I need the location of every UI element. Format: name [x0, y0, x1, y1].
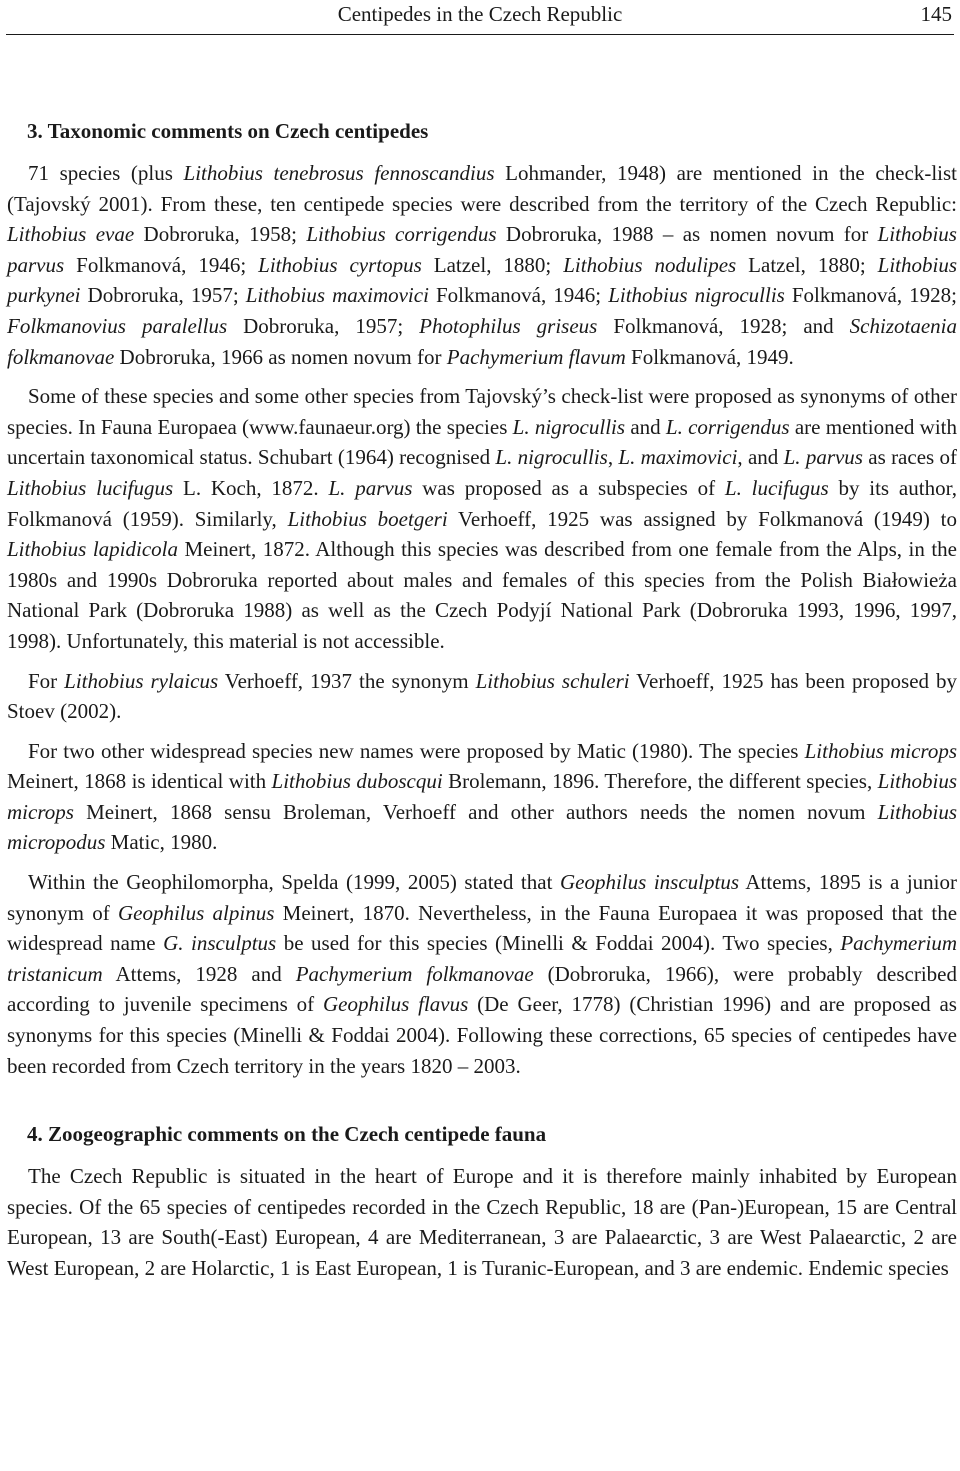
text-run: For two other widespread species new names were proposed by Matic (1980). The species	[28, 738, 805, 763]
taxon-name: Lithobius schuleri	[475, 668, 630, 693]
text-run: Within the Geophilomorpha, Spelda (1999, 2005) stated that	[28, 870, 560, 895]
text-run: Meinert, 1868 is identical with	[7, 769, 272, 794]
taxon-name: Lithobius cyrtopus	[258, 252, 422, 277]
text-run: Attems, 1928 and	[102, 961, 296, 986]
taxon-name: Lithobius nodulipes	[563, 252, 737, 277]
text-run: Matic, 1980.	[105, 830, 218, 855]
taxon-name: Pachymerium flavum	[446, 344, 626, 369]
taxon-name: Lithobius micropodus	[7, 799, 957, 855]
text-run: by its author, Folkmanová (1959). Similarly,	[7, 475, 957, 531]
taxon-name: Lithobius evae	[7, 222, 135, 247]
text-run: Attems, 1895 is a junior synonym of	[7, 870, 957, 925]
text-run: Latzel, 1880;	[736, 252, 878, 277]
taxon-name: L. nigrocullis	[512, 414, 626, 439]
paragraph	[7, 158, 957, 372]
section-3-body	[7, 158, 957, 1081]
text-run: and	[625, 414, 666, 439]
text-run: Folkmanová, 1928; and	[597, 313, 850, 338]
running-head	[0, 0, 960, 34]
taxon-name: Lithobius microps	[804, 738, 957, 763]
taxon-name: Schizotaenia folkmanovae	[7, 313, 957, 369]
text-run: (De Geer, 1778) (Christian 1996) and are proposed as synonyms for this species (Minelli & Foddai 2004). Following these corrections, 65 species of centipedes have been recorded from Czech territory in the years 1820 – 2003.	[7, 992, 957, 1078]
taxon-name: Lithobius nigrocullis	[608, 283, 785, 308]
taxon-name: Lithobius duboscqui	[271, 769, 443, 794]
text-run: Dobroruka, 1988 – as nomen novum for	[496, 222, 878, 247]
taxon-name: Lithobius lucifugus	[7, 475, 174, 500]
text-run: Dobroruka, 1958;	[134, 222, 307, 247]
text-run: Folkmanová, 1946;	[64, 252, 259, 277]
taxon-name: Lithobius rylaicus	[64, 668, 219, 693]
text-run: Meinert, 1872. Although this species was described from one female from the Alps, in the 1980s and 1990s Dobroruka reported about males and females of this species from the Polish Białowieża National Park (Dobroruka 1988) as well as the Czech Podyjí National Park (Dobroruka 1993, 1996, 1997, 1998). Unfortunately, this material is not accessible.	[7, 537, 957, 653]
taxon-name: Lithobius tenebrosus fennoscandius	[183, 161, 495, 185]
paragraph	[7, 736, 957, 858]
text-run: Verhoeff, 1925 has been proposed by Stoev (2002).	[7, 668, 957, 724]
paragraph	[7, 1161, 957, 1283]
section-4-heading: 4. Zoogeographic comments on the Czech centipede fauna	[27, 1122, 547, 1147]
taxon-name: Geophilus insculptus	[559, 870, 739, 895]
taxon-name: L. parvus	[328, 475, 413, 500]
taxon-name: Lithobius corrigendus	[306, 222, 497, 247]
text-run: Folkmanová, 1928;	[784, 283, 958, 308]
text-run: L. Koch, 1872.	[173, 475, 329, 500]
taxon-name: Lithobius lapidicola	[7, 537, 178, 562]
running-title: Centipedes in the Czech Republic	[337, 2, 623, 26]
text-run: Dobroruka, 1957;	[80, 283, 246, 308]
text-run: was proposed as a subspecies of	[412, 475, 725, 500]
taxon-name: G. insculptus	[163, 931, 277, 956]
taxon-name: Lithobius boetgeri	[287, 506, 448, 531]
page-number: 145	[920, 2, 952, 26]
taxon-name: Geophilus alpinus	[117, 900, 275, 925]
text-run: as races of	[862, 445, 957, 470]
text-run: ,	[607, 445, 619, 470]
text-run: are mentioned with uncertain taxonomical status. Schubart (1964) recognised	[7, 414, 957, 470]
taxon-name: L. nigrocullis	[495, 445, 608, 470]
text-run: 71 species (plus	[28, 161, 184, 185]
text-run: Lohmander, 1948) are mentioned in the check-list (Tajovský 2001). From these, ten centipede species were described from the territory of the Czech Republic:	[7, 161, 957, 216]
text-run: (Dobroruka, 1966), were probably described according to juvenile specimens of	[7, 961, 957, 1017]
taxon-name: L. parvus	[783, 445, 863, 470]
taxon-name: L. lucifugus	[724, 475, 829, 500]
text-run: Meinert, 1868 sensu Broleman, Verhoeff and other authors needs the nomen novum	[73, 799, 878, 824]
taxon-name: Pachymerium tristanicum	[7, 931, 957, 986]
text-run: For	[28, 668, 65, 693]
text-run: Latzel, 1880;	[421, 252, 564, 277]
taxon-name: Lithobius maximovici	[245, 283, 429, 308]
paragraph	[7, 381, 957, 656]
taxon-name: L. corrigendus	[665, 414, 790, 439]
text-run: The Czech Republic is situated in the heart of Europe and it is therefore mainly inhabited by European species. Of the 65 species of centipedes recorded in the Czech Republic, 18 are (Pan-)European, 15 are Central European, 13 are South(-East) European, 4 are Mediterranean, 3 are Palaearctic, 3 are West Palaearctic, 2 are West European, 2 are Holarctic, 1 is East European, 1 is Turanic-European, and 3 are endemic. Endemic species	[7, 1164, 957, 1280]
section-3-heading: 3. Taxonomic comments on Czech centipedes	[27, 119, 429, 143]
taxon-name: Lithobius purkynei	[7, 252, 957, 308]
section-4-body	[7, 1161, 957, 1283]
taxon-name: Photophilus griseus	[419, 313, 598, 338]
taxon-name: L. maximovici	[618, 445, 738, 470]
paragraph	[7, 867, 957, 1081]
taxon-name: Folkmanovius paralellus	[7, 313, 228, 338]
paragraph	[7, 666, 957, 727]
text-run: Dobroruka, 1966 as nomen novum for	[114, 344, 447, 369]
taxon-name: Pachymerium folkmanovae	[295, 961, 534, 986]
text-run: Some of these species and some other species from Tajovský’s check-list were proposed as synonyms of other species. In Fauna Europaea (www.faunaeur.org) the species	[7, 384, 957, 439]
page-body	[7, 116, 957, 1293]
header-rule	[6, 34, 954, 35]
taxon-name: Lithobius parvus	[7, 222, 957, 277]
text-run: Verhoeff, 1937 the synonym	[218, 668, 476, 693]
text-run: Folkmanová, 1946;	[428, 283, 609, 308]
taxon-name: Geophilus flavus	[322, 992, 469, 1017]
text-run: Verhoeff, 1925 was assigned by Folkmanová (1949) to	[447, 506, 957, 531]
text-run: be used for this species (Minelli & Foddai 2004). Two species,	[276, 931, 841, 956]
text-run: Folkmanová, 1949.	[625, 344, 794, 369]
text-run: Dobroruka, 1957;	[227, 313, 420, 338]
text-run: , and	[737, 445, 784, 470]
text-run: Brolemann, 1896. Therefore, the different species,	[442, 769, 878, 794]
taxon-name: Lithobius microps	[7, 769, 957, 824]
text-run: Meinert, 1870. Nevertheless, in the Fauna Europaea it was proposed that the widespread name	[7, 900, 958, 956]
